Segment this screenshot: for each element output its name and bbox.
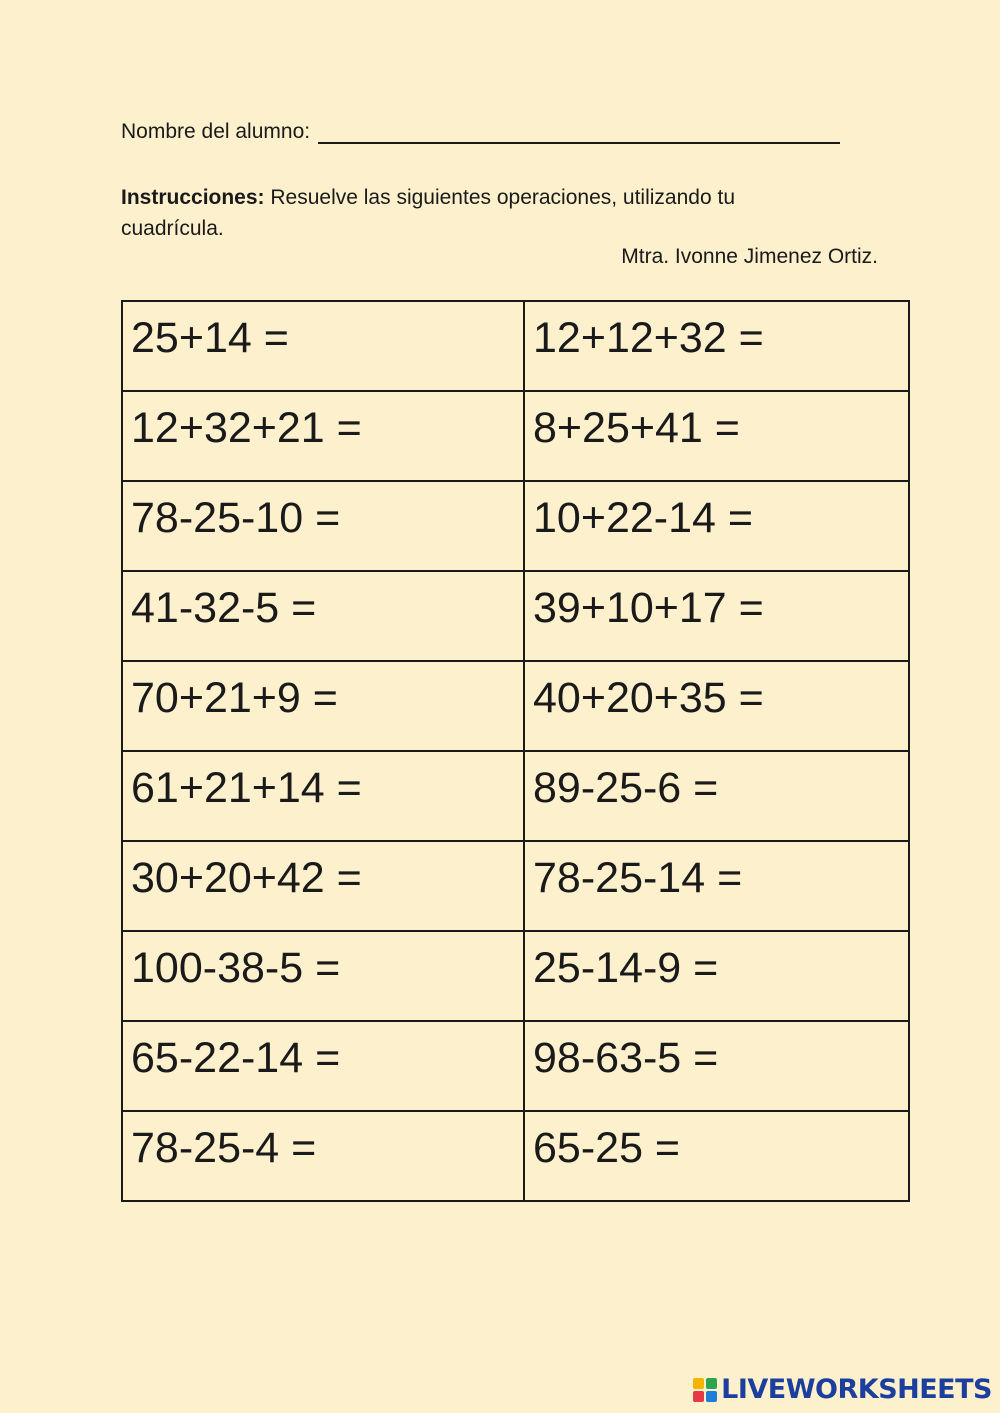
logo-square-3 [693, 1391, 704, 1402]
instructions-label: Instrucciones: [121, 186, 265, 209]
liveworksheets-brand [693, 1374, 992, 1405]
operation-row [122, 571, 909, 661]
operation-cell: 25+14 = [122, 301, 524, 391]
operation-row [122, 481, 909, 571]
operation-cell: 89-25-6 = [524, 751, 909, 841]
operation-cell: 10+22-14 = [524, 481, 909, 571]
logo-square-1 [693, 1378, 704, 1389]
operation-row [122, 841, 909, 931]
operation-row [122, 1111, 909, 1201]
teacher-name: Mtra. Ivonne Jimenez Ortiz. [621, 245, 878, 268]
operation-cell: 39+10+17 = [524, 571, 909, 661]
logo-square-2 [706, 1378, 717, 1389]
operation-cell: 41-32-5 = [122, 571, 524, 661]
operation-cell: 25-14-9 = [524, 931, 909, 1021]
liveworksheets-logo-icon [693, 1378, 717, 1402]
operation-cell: 78-25-4 = [122, 1111, 524, 1201]
operation-cell: 78-25-10 = [122, 481, 524, 571]
operation-cell: 30+20+42 = [122, 841, 524, 931]
operation-cell: 100-38-5 = [122, 931, 524, 1021]
student-name-label: Nombre del alumno: [121, 120, 311, 143]
operation-row [122, 931, 909, 1021]
operation-cell: 61+21+14 = [122, 751, 524, 841]
operation-row [122, 661, 909, 751]
operation-row [122, 301, 909, 391]
operation-row [122, 751, 909, 841]
operation-row [122, 391, 909, 481]
student-name-line [121, 120, 840, 144]
operation-cell: 12+12+32 = [524, 301, 909, 391]
operation-cell: 65-25 = [524, 1111, 909, 1201]
liveworksheets-logo-text: LIVEWORKSHEETS [721, 1374, 992, 1405]
student-name-blank[interactable] [318, 122, 840, 144]
operation-cell: 12+32+21 = [122, 391, 524, 481]
operation-row [122, 1021, 909, 1111]
instructions-text: Resuelve las siguientes operaciones, utilizando tu cuadrícula. [121, 186, 735, 240]
logo-square-4 [706, 1391, 717, 1402]
operation-cell: 78-25-14 = [524, 841, 909, 931]
operation-cell: 98-63-5 = [524, 1021, 909, 1111]
operation-cell: 8+25+41 = [524, 391, 909, 481]
instructions [121, 182, 841, 244]
operations-table [121, 300, 910, 1202]
operation-cell: 65-22-14 = [122, 1021, 524, 1111]
operation-cell: 40+20+35 = [524, 661, 909, 751]
operation-cell: 70+21+9 = [122, 661, 524, 751]
